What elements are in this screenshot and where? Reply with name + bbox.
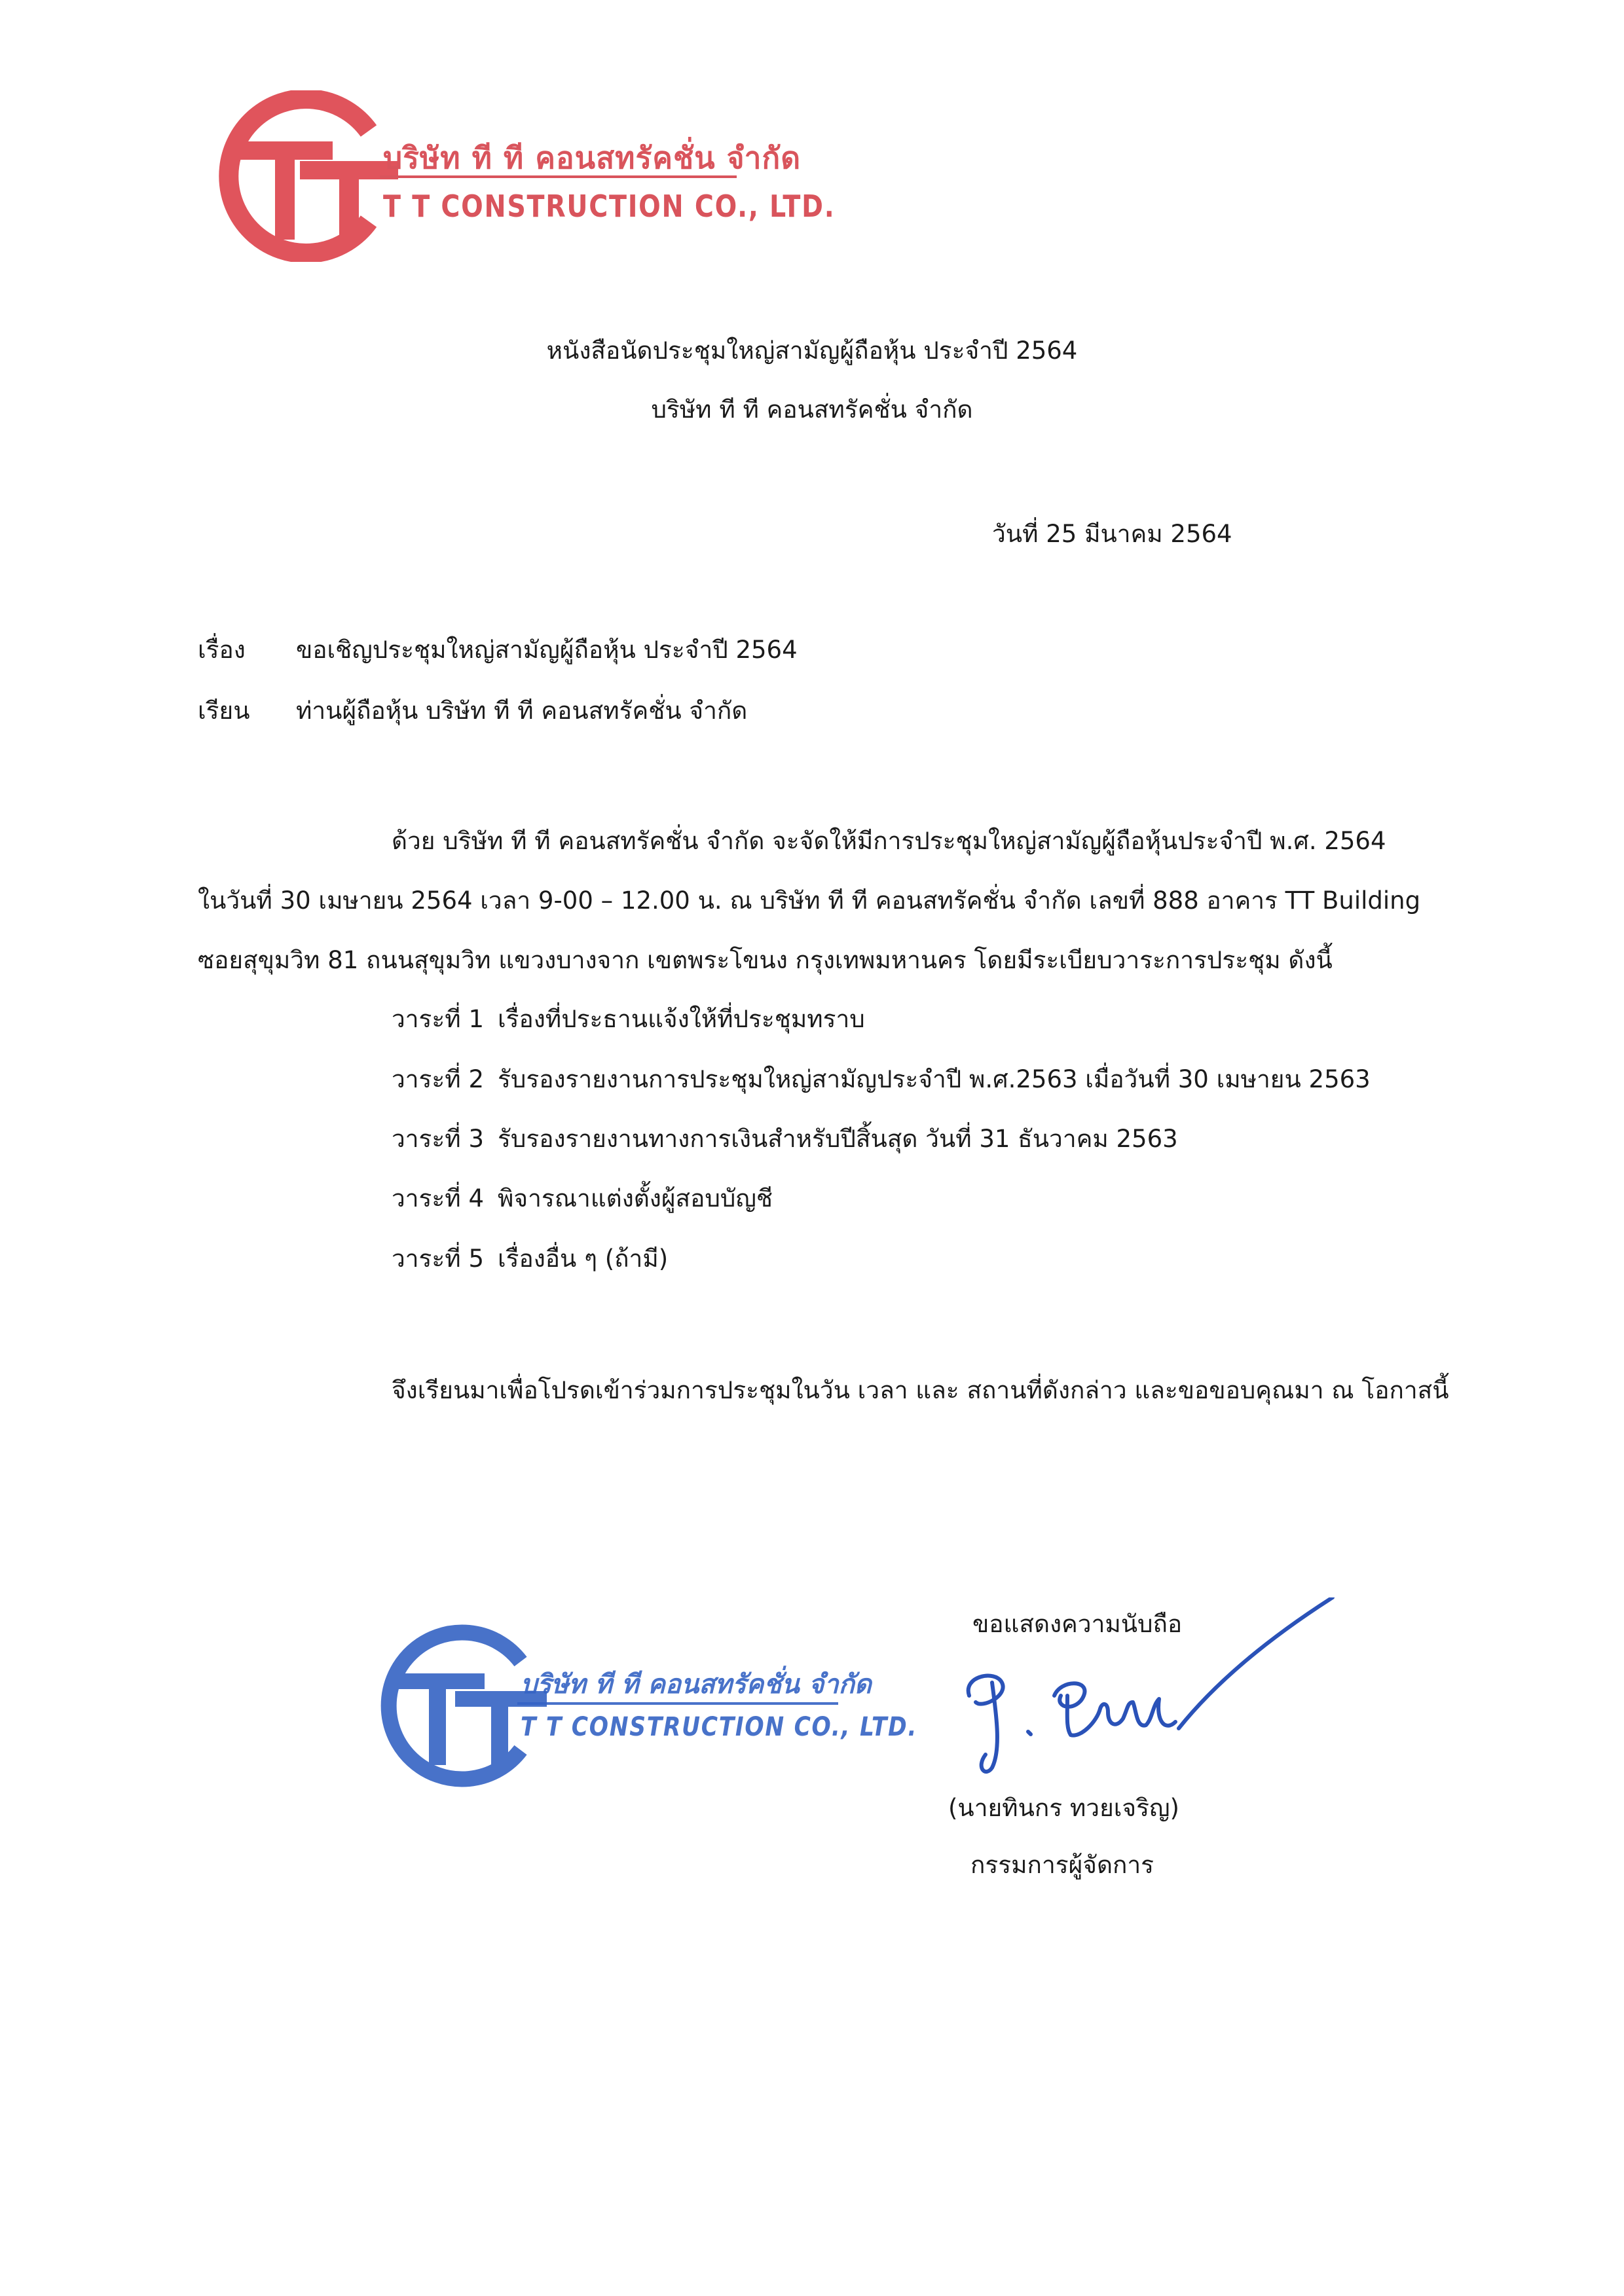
agenda-item-number: วาระที่ 3 [392,1125,484,1153]
subject-label: เรื่อง [198,636,246,664]
stamp-divider [517,1702,838,1705]
subject-value: ขอเชิญประชุมใหญ่สามัญผู้ถือหุ้น ประจำปี 2564 [296,636,798,664]
stamp-company-name-thai: บริษัท ที ที คอนสทรัคชั่น จำกัด [521,1669,872,1700]
company-stamp-icon [357,1622,553,1789]
agenda-item-text: รับรองรายงานการประชุมใหญ่สามัญประจำปี พ.ศ.2563 เมื่อวันที่ 30 เมษายน 2563 [498,1065,1371,1093]
recipient-label: เรียน [198,697,250,725]
document-subtitle: บริษัท ที ที คอนสทรัคชั่น จำกัด [651,395,973,424]
letterhead-company-name-thai: บริษัท ที ที คอนสทรัคชั่น จำกัด [383,140,802,175]
agenda-item-text: พิจารณาแต่งตั้งผู้สอบบัญชี [498,1184,773,1212]
regards-text: ขอแสดงความนับถือ [972,1610,1183,1638]
agenda-item-number: วาระที่ 1 [392,1005,484,1033]
handwritten-signature [956,1597,1336,1794]
agenda-item-number: วาระที่ 4 [392,1184,484,1212]
company-logo-icon [202,90,398,262]
signer-name: (นายทินกร ทวยเจริญ) [948,1794,1179,1822]
agenda-item-text: เรื่องที่ประธานแจ้งให้ที่ประชุมทราบ [498,1005,865,1033]
body-paragraph-line: ด้วย บริษัท ที ที คอนสทรัคชั่น จำกัด จะจัดให้มีการประชุมใหญ่สามัญผู้ถือหุ้นประจำปี พ.ศ. 2564 [392,827,1386,855]
closing-paragraph: จึงเรียนมาเพื่อโปรดเข้าร่วมการประชุมในวัน เวลา และ สถานที่ดังกล่าว และขอขอบคุณมา ณ โอกาสนี้ [392,1376,1449,1404]
recipient-value: ท่านผู้ถือหุ้น บริษัท ที ที คอนสทรัคชั่น จำกัด [296,697,748,725]
agenda-item-number: วาระที่ 2 [392,1065,484,1093]
letterhead-divider [380,175,737,178]
body-paragraph-line: ซอยสุขุมวิท 81 ถนนสุขุมวิท แขวงบางจาก เขตพระโขนง กรุงเทพมหานคร โดยมีระเบียบวาระการประชุม ดังนี้ [198,946,1333,974]
agenda-item-text: รับรองรายงานทางการเงินสำหรับปีสิ้นสุด วันที่ 31 ธันวาคม 2563 [498,1125,1178,1153]
document-date: วันที่ 25 มีนาคม 2564 [992,520,1232,548]
stamp-company-name-english: T T CONSTRUCTION CO., LTD. [521,1712,918,1742]
body-paragraph-line: ในวันที่ 30 เมษายน 2564 เวลา 9-00 – 12.00 น. ณ บริษัท ที ที คอนสทรัคชั่น จำกัด เลขที่ 888 อาคาร TT Building [198,886,1421,915]
letterhead-company-name-english: T T CONSTRUCTION CO., LTD. [383,189,836,224]
signer-title: กรรมการผู้จัดการ [970,1851,1154,1879]
agenda-item-number: วาระที่ 5 [392,1245,484,1273]
agenda-item-text: เรื่องอื่น ๆ (ถ้ามี) [498,1245,669,1273]
document-title: หนังสือนัดประชุมใหญ่สามัญผู้ถือหุ้น ประจำปี 2564 [546,337,1078,365]
